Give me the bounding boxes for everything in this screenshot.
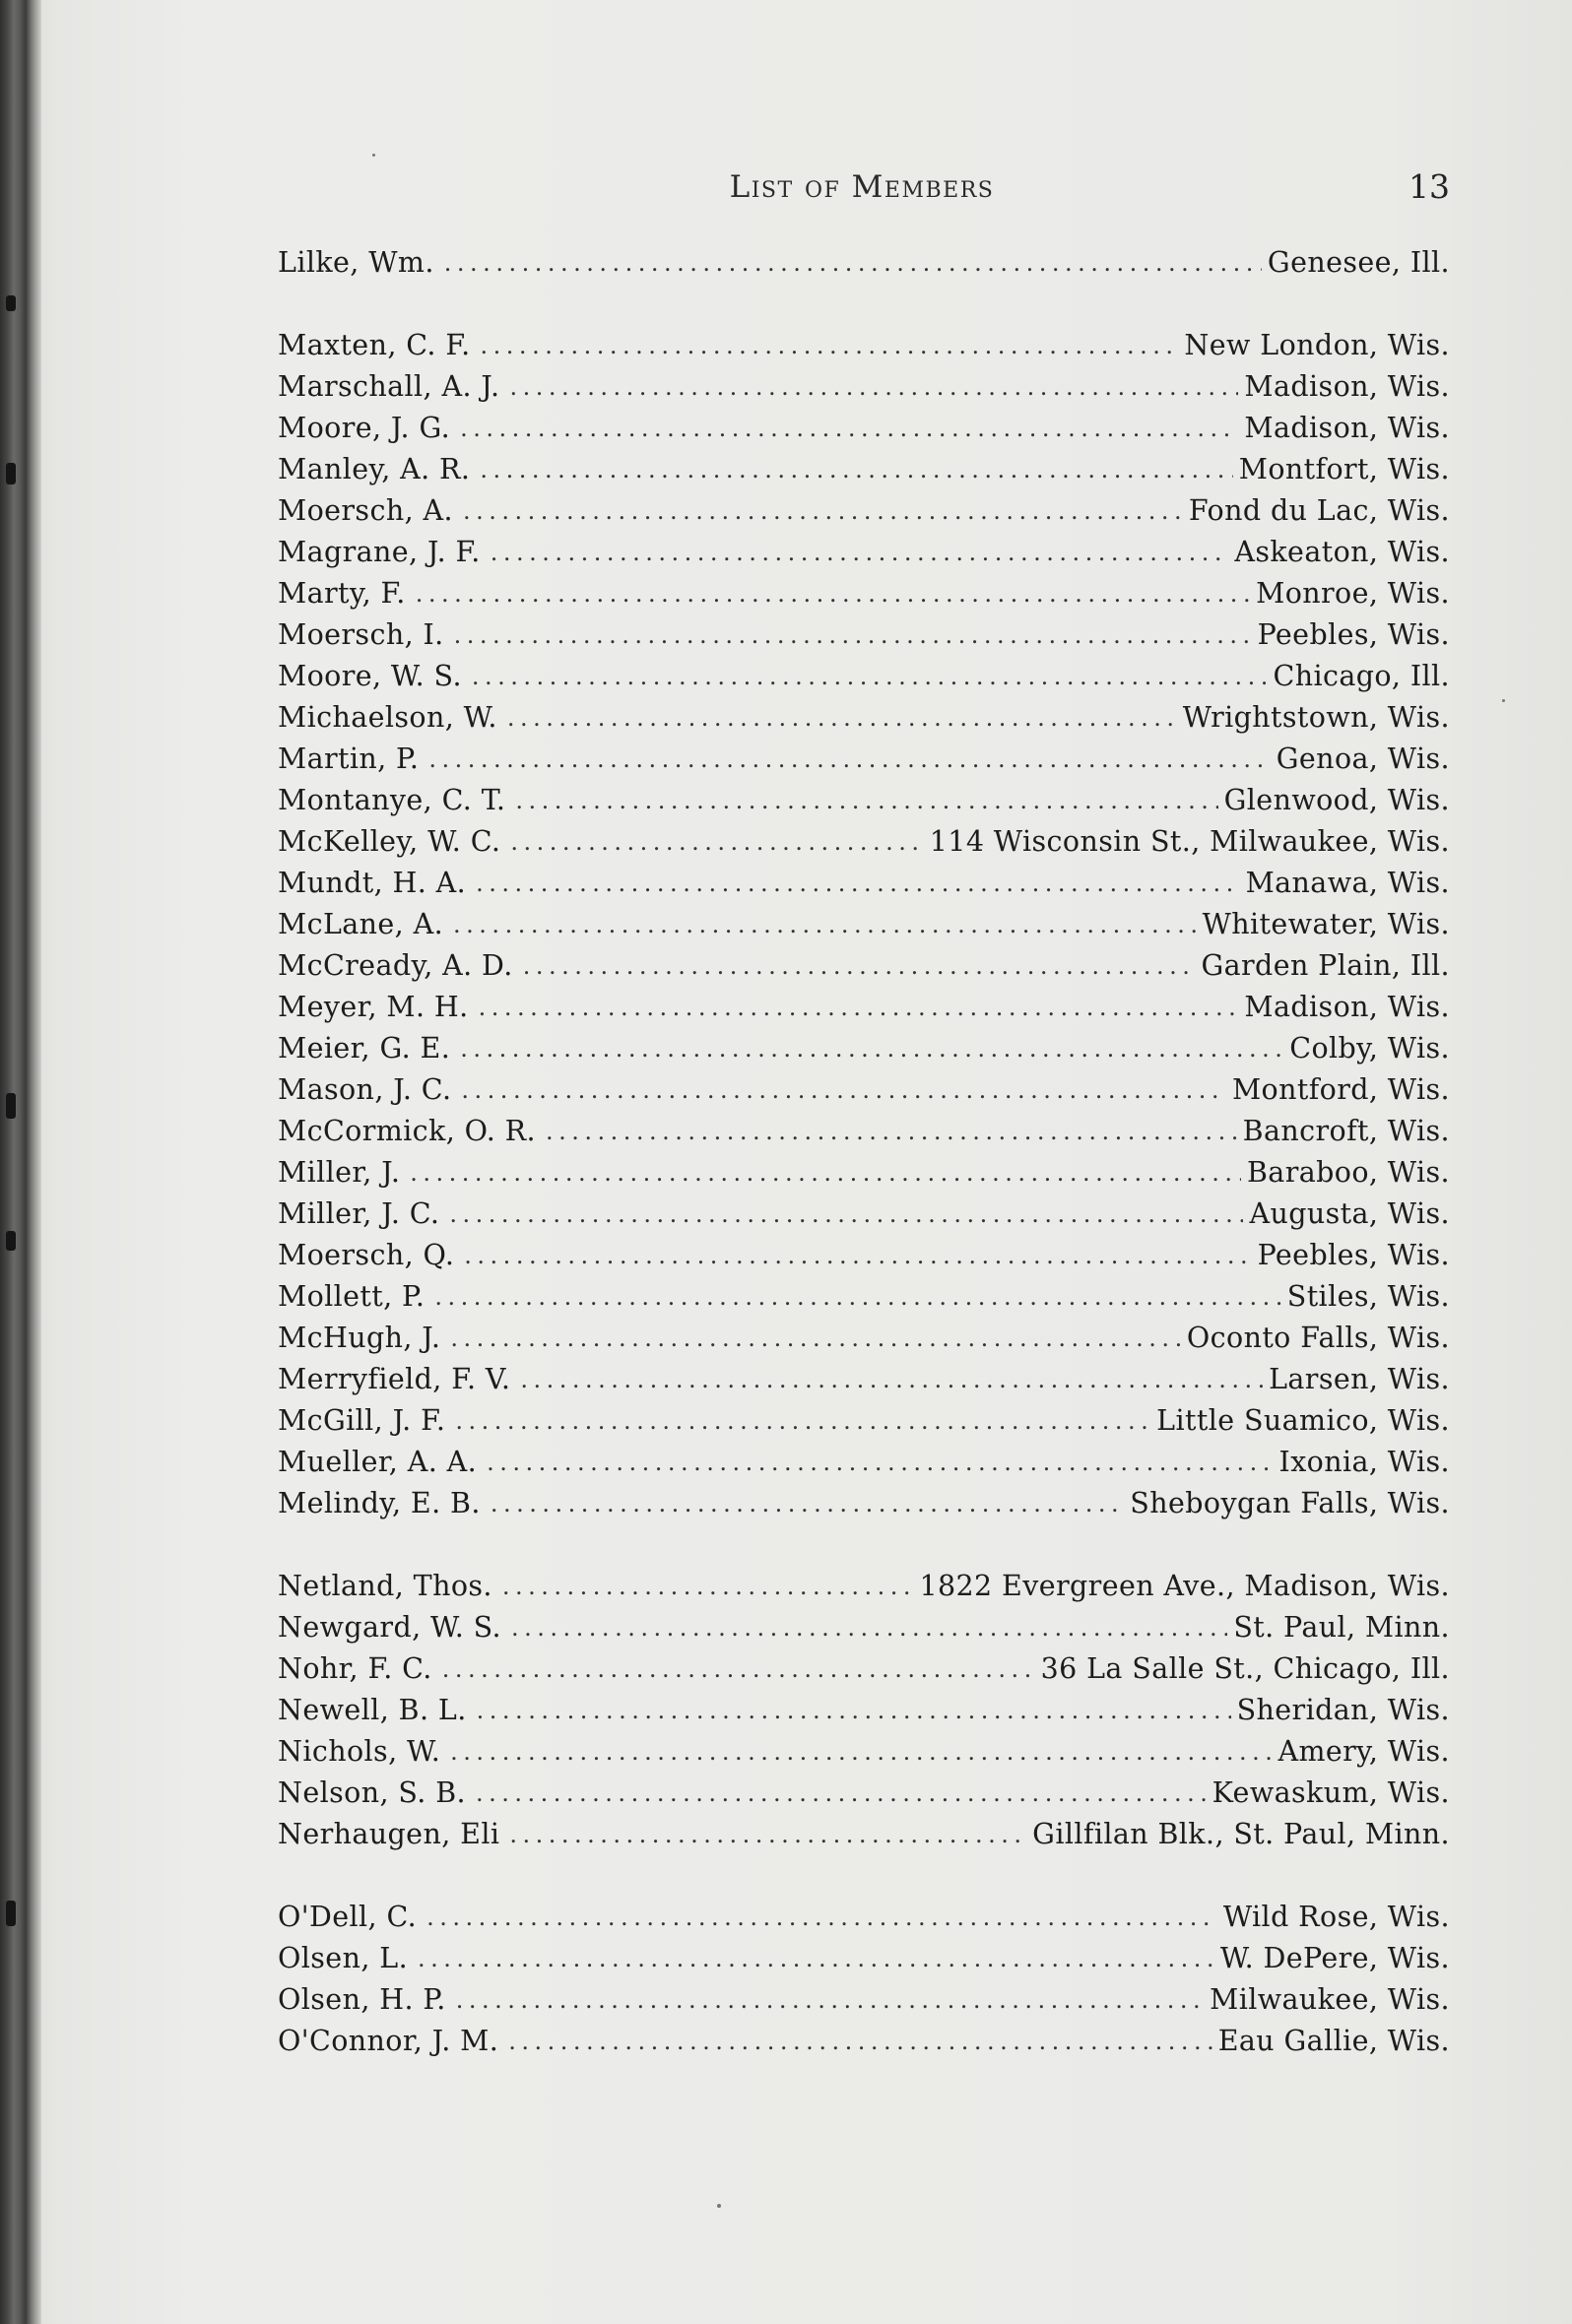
member-name: Nichols, W. bbox=[278, 1735, 441, 1768]
member-location: Wild Rose, Wis. bbox=[1222, 1901, 1450, 1933]
dot-leader bbox=[428, 745, 1270, 773]
paper-speck bbox=[1502, 699, 1505, 702]
dot-leader bbox=[460, 1035, 1283, 1063]
paper-speck bbox=[372, 154, 375, 157]
member-location: 114 Wisconsin St., Milwaukee, Wis. bbox=[929, 825, 1450, 858]
paper-speck bbox=[717, 2204, 721, 2208]
dot-leader bbox=[507, 704, 1177, 732]
member-entry bbox=[278, 784, 1450, 825]
member-entry bbox=[278, 1611, 1450, 1652]
member-name: McCormick, O. R. bbox=[278, 1115, 536, 1147]
member-entry bbox=[278, 1032, 1450, 1073]
member-name: Newell, B. L. bbox=[278, 1694, 467, 1726]
member-name: Olsen, L. bbox=[278, 1942, 409, 1974]
member-name: McHugh, J. bbox=[278, 1322, 441, 1354]
member-name: McCready, A. D. bbox=[278, 949, 513, 982]
dot-leader bbox=[476, 870, 1239, 897]
running-title: List of Members bbox=[729, 169, 995, 205]
dot-leader bbox=[416, 580, 1250, 608]
member-name: Moersch, A. bbox=[278, 494, 453, 527]
member-location: St. Paul, Minn. bbox=[1233, 1611, 1450, 1644]
member-location: Little Suamico, Wis. bbox=[1156, 1404, 1450, 1437]
member-location: Bancroft, Wis. bbox=[1242, 1115, 1450, 1147]
member-entry bbox=[278, 1280, 1450, 1322]
page-header bbox=[276, 165, 1448, 215]
member-entry bbox=[278, 577, 1450, 618]
member-entry bbox=[278, 1073, 1450, 1115]
member-name: Olsen, H. P. bbox=[278, 1983, 446, 2016]
member-entry bbox=[278, 536, 1450, 577]
member-location: Fond du Lac, Wis. bbox=[1188, 494, 1450, 527]
member-entry bbox=[278, 2025, 1450, 2066]
dot-leader bbox=[511, 1614, 1227, 1642]
member-entry bbox=[278, 742, 1450, 784]
member-location: 36 La Salle St., Chicago, Ill. bbox=[1040, 1652, 1450, 1685]
member-name: Mundt, H. A. bbox=[278, 867, 467, 899]
member-list bbox=[278, 246, 1450, 2066]
dot-leader bbox=[460, 415, 1238, 442]
dot-leader bbox=[461, 1076, 1226, 1104]
member-entry bbox=[278, 1115, 1450, 1156]
member-location: Montford, Wis. bbox=[1231, 1073, 1450, 1106]
member-location: Eau Gallie, Wis. bbox=[1217, 2025, 1450, 2057]
member-location: Garden Plain, Ill. bbox=[1201, 949, 1450, 982]
member-entry bbox=[278, 370, 1450, 412]
member-location: Stiles, Wis. bbox=[1286, 1280, 1450, 1313]
page-number: 13 bbox=[1408, 167, 1450, 206]
dot-leader bbox=[476, 1779, 1207, 1807]
member-name: Marschall, A. J. bbox=[278, 370, 500, 403]
member-location: Sheridan, Wis. bbox=[1236, 1694, 1450, 1726]
member-entry bbox=[278, 908, 1450, 949]
member-name: O'Connor, J. M. bbox=[278, 2025, 499, 2057]
member-location: Larsen, Wis. bbox=[1269, 1363, 1450, 1395]
member-entry bbox=[278, 1487, 1450, 1528]
member-location: Peebles, Wis. bbox=[1257, 1239, 1450, 1271]
member-location: Genoa, Wis. bbox=[1276, 742, 1450, 775]
member-location: 1822 Evergreen Ave., Madison, Wis. bbox=[919, 1570, 1450, 1602]
binding-stitch bbox=[6, 1093, 16, 1119]
binding-stitch bbox=[6, 1901, 16, 1926]
member-name: Mollett, P. bbox=[278, 1280, 426, 1313]
member-name: Netland, Thos. bbox=[278, 1570, 492, 1602]
member-entry bbox=[278, 1652, 1450, 1694]
dot-leader bbox=[508, 2028, 1212, 2055]
member-name: Marty, F. bbox=[278, 577, 406, 610]
member-name: Miller, J. C. bbox=[278, 1197, 440, 1230]
member-location: Gillfilan Blk., St. Paul, Minn. bbox=[1032, 1818, 1450, 1850]
dot-leader bbox=[509, 1821, 1026, 1848]
member-entry bbox=[278, 1156, 1450, 1197]
member-name: Lilke, Wm. bbox=[278, 246, 434, 279]
member-location: Monroe, Wis. bbox=[1256, 577, 1450, 610]
member-name: Nelson, S. B. bbox=[278, 1776, 467, 1809]
member-entry bbox=[278, 618, 1450, 660]
member-entry bbox=[278, 1197, 1450, 1239]
member-location: Chicago, Ill. bbox=[1273, 660, 1450, 692]
dot-leader bbox=[510, 828, 923, 856]
dot-leader bbox=[523, 952, 1196, 980]
member-name: Miller, J. bbox=[278, 1156, 401, 1189]
dot-leader bbox=[426, 1904, 1217, 1931]
dot-leader bbox=[456, 1986, 1204, 2014]
member-location: Whitewater, Wis. bbox=[1202, 908, 1450, 940]
member-entry bbox=[278, 1818, 1450, 1859]
dot-leader bbox=[434, 1283, 1280, 1311]
member-location: Peebles, Wis. bbox=[1257, 618, 1450, 651]
member-name: Nohr, F. C. bbox=[278, 1652, 432, 1685]
member-location: Madison, Wis. bbox=[1244, 991, 1450, 1023]
member-entry bbox=[278, 329, 1450, 370]
member-entry bbox=[278, 1901, 1450, 1942]
member-location: Sheboygan Falls, Wis. bbox=[1130, 1487, 1450, 1519]
member-name: McGill, J. F. bbox=[278, 1404, 446, 1437]
member-name: Moore, J. G. bbox=[278, 412, 451, 444]
dot-leader bbox=[472, 663, 1268, 690]
member-entry bbox=[278, 246, 1450, 288]
member-entry bbox=[278, 1363, 1450, 1404]
dot-leader bbox=[481, 332, 1179, 359]
member-location: Ixonia, Wis. bbox=[1278, 1446, 1450, 1478]
dot-leader bbox=[520, 1366, 1263, 1393]
member-name: Merryfield, F. V. bbox=[278, 1363, 511, 1395]
dot-leader bbox=[477, 1697, 1231, 1724]
dot-leader bbox=[515, 787, 1217, 814]
member-location: Baraboo, Wis. bbox=[1246, 1156, 1450, 1189]
member-name: Montanye, C. T. bbox=[278, 784, 506, 816]
member-entry bbox=[278, 1735, 1450, 1776]
member-location: Amery, Wis. bbox=[1277, 1735, 1450, 1768]
dot-leader bbox=[450, 1738, 1272, 1766]
member-name: Moersch, Q. bbox=[278, 1239, 455, 1271]
member-location: Wrightstown, Wis. bbox=[1182, 701, 1450, 734]
member-name: Meier, G. E. bbox=[278, 1032, 451, 1065]
member-entry bbox=[278, 1942, 1450, 1983]
dot-leader bbox=[455, 1407, 1150, 1435]
member-name: Moersch, I. bbox=[278, 618, 444, 651]
dot-leader bbox=[479, 994, 1239, 1021]
dot-leader bbox=[450, 1324, 1181, 1352]
member-name: Michaelson, W. bbox=[278, 701, 497, 734]
member-entry bbox=[278, 1694, 1450, 1735]
member-entry bbox=[278, 1983, 1450, 2025]
member-entry bbox=[278, 1446, 1450, 1487]
member-name: Moore, W. S. bbox=[278, 660, 462, 692]
member-location: Madison, Wis. bbox=[1244, 412, 1450, 444]
member-entry bbox=[278, 825, 1450, 867]
dot-leader bbox=[449, 1200, 1243, 1228]
dot-leader bbox=[487, 1449, 1273, 1476]
book-binding bbox=[0, 0, 41, 2324]
member-location: Montfort, Wis. bbox=[1238, 453, 1450, 485]
member-entry bbox=[278, 949, 1450, 991]
member-name: Martin, P. bbox=[278, 742, 420, 775]
member-location: Glenwood, Wis. bbox=[1223, 784, 1450, 816]
member-location: Oconto Falls, Wis. bbox=[1186, 1322, 1450, 1354]
member-name: McKelley, W. C. bbox=[278, 825, 501, 858]
dot-leader bbox=[444, 249, 1262, 277]
dot-leader bbox=[454, 621, 1252, 649]
member-location: Augusta, Wis. bbox=[1249, 1197, 1450, 1230]
dot-leader bbox=[491, 539, 1229, 566]
member-entry bbox=[278, 412, 1450, 453]
member-entry bbox=[278, 991, 1450, 1032]
dot-leader bbox=[491, 1490, 1124, 1517]
member-location: Colby, Wis. bbox=[1289, 1032, 1450, 1065]
dot-leader bbox=[453, 911, 1197, 938]
member-name: Magrane, J. F. bbox=[278, 536, 481, 568]
member-location: Askeaton, Wis. bbox=[1234, 536, 1450, 568]
dot-leader bbox=[463, 497, 1183, 525]
member-location: Genesee, Ill. bbox=[1267, 246, 1450, 279]
member-location: Madison, Wis. bbox=[1244, 370, 1450, 403]
member-location: Milwaukee, Wis. bbox=[1210, 1983, 1450, 2016]
member-name: Melindy, E. B. bbox=[278, 1487, 481, 1519]
member-location: New London, Wis. bbox=[1184, 329, 1450, 361]
dot-leader bbox=[480, 456, 1232, 484]
dot-leader bbox=[442, 1655, 1035, 1683]
member-location: Kewaskum, Wis. bbox=[1212, 1776, 1450, 1809]
binding-stitch bbox=[6, 463, 16, 484]
member-entry bbox=[278, 1570, 1450, 1611]
member-name: McLane, A. bbox=[278, 908, 444, 940]
member-entry bbox=[278, 1322, 1450, 1363]
member-name: O'Dell, C. bbox=[278, 1901, 418, 1933]
member-name: Newgard, W. S. bbox=[278, 1611, 502, 1644]
member-entry bbox=[278, 1776, 1450, 1818]
member-name: Meyer, M. H. bbox=[278, 991, 469, 1023]
member-name: Manley, A. R. bbox=[278, 453, 471, 485]
member-entry bbox=[278, 494, 1450, 536]
member-entry bbox=[278, 1239, 1450, 1280]
member-entry bbox=[278, 660, 1450, 701]
member-entry bbox=[278, 1404, 1450, 1446]
binding-stitch bbox=[6, 295, 16, 311]
member-entry bbox=[278, 453, 1450, 494]
dot-leader bbox=[502, 1573, 914, 1600]
dot-leader bbox=[418, 1945, 1214, 1972]
dot-leader bbox=[509, 373, 1238, 401]
dot-leader bbox=[410, 1159, 1241, 1187]
member-name: Nerhaugen, Eli bbox=[278, 1818, 500, 1850]
dot-leader bbox=[464, 1242, 1251, 1269]
member-entry bbox=[278, 867, 1450, 908]
member-entry bbox=[278, 701, 1450, 742]
dot-leader bbox=[546, 1118, 1237, 1145]
member-name: Mason, J. C. bbox=[278, 1073, 452, 1106]
member-location: W. DePere, Wis. bbox=[1219, 1942, 1450, 1974]
binding-stitch bbox=[6, 1231, 16, 1251]
member-name: Mueller, A. A. bbox=[278, 1446, 478, 1478]
member-name: Maxten, C. F. bbox=[278, 329, 471, 361]
member-location: Manawa, Wis. bbox=[1245, 867, 1450, 899]
